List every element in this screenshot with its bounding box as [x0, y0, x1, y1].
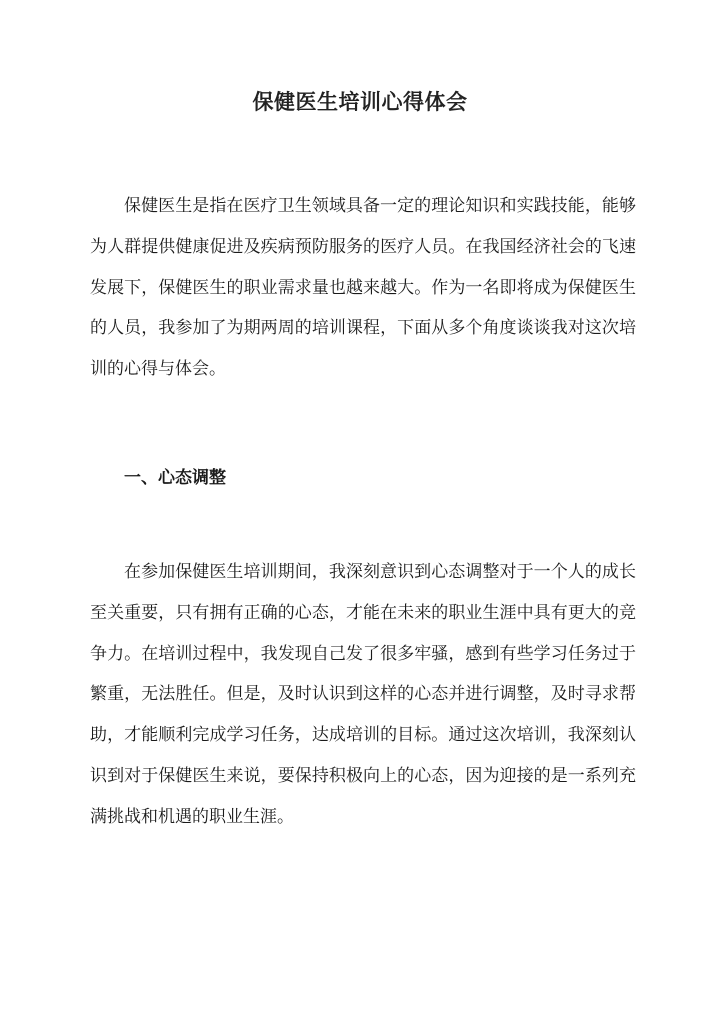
document-title: 保健医生培训心得体会: [252, 89, 468, 114]
intro-paragraph: 保健医生是指在医疗卫生领域具备一定的理论知识和实践技能，能够为人群提供健康促进及疾病预防服务的医疗人员。在我国经济社会的飞速发展下，保健医生的职业需求量也越来越大。作为一名即将成为保健医生的人员，我参加了为期两周的培训课程，下面从多个角度谈谈我对这次培训的心得与体会。: [90, 196, 636, 380]
section-heading-mindset: 一、心态调整: [124, 468, 226, 488]
section-paragraph-mindset: 在参加保健医生培训期间，我深刻意识到心态调整对于一个人的成长至关重要，只有拥有正确的心态，才能在未来的职业生涯中具有更大的竞争力。在培训过程中，我发现自己发了很多牢骚，感到有些学习任务过于繁重，无法胜任。但是，及时认识到这样的心态并进行调整，及时寻求帮助，才能顺利完成学习任务，达成培训的目标。通过这次培训，我深刻认识到对于保健医生来说，要保持积极向上的心态，因为迎接的是一系列充满挑战和机遇的职业生涯。: [90, 562, 636, 827]
